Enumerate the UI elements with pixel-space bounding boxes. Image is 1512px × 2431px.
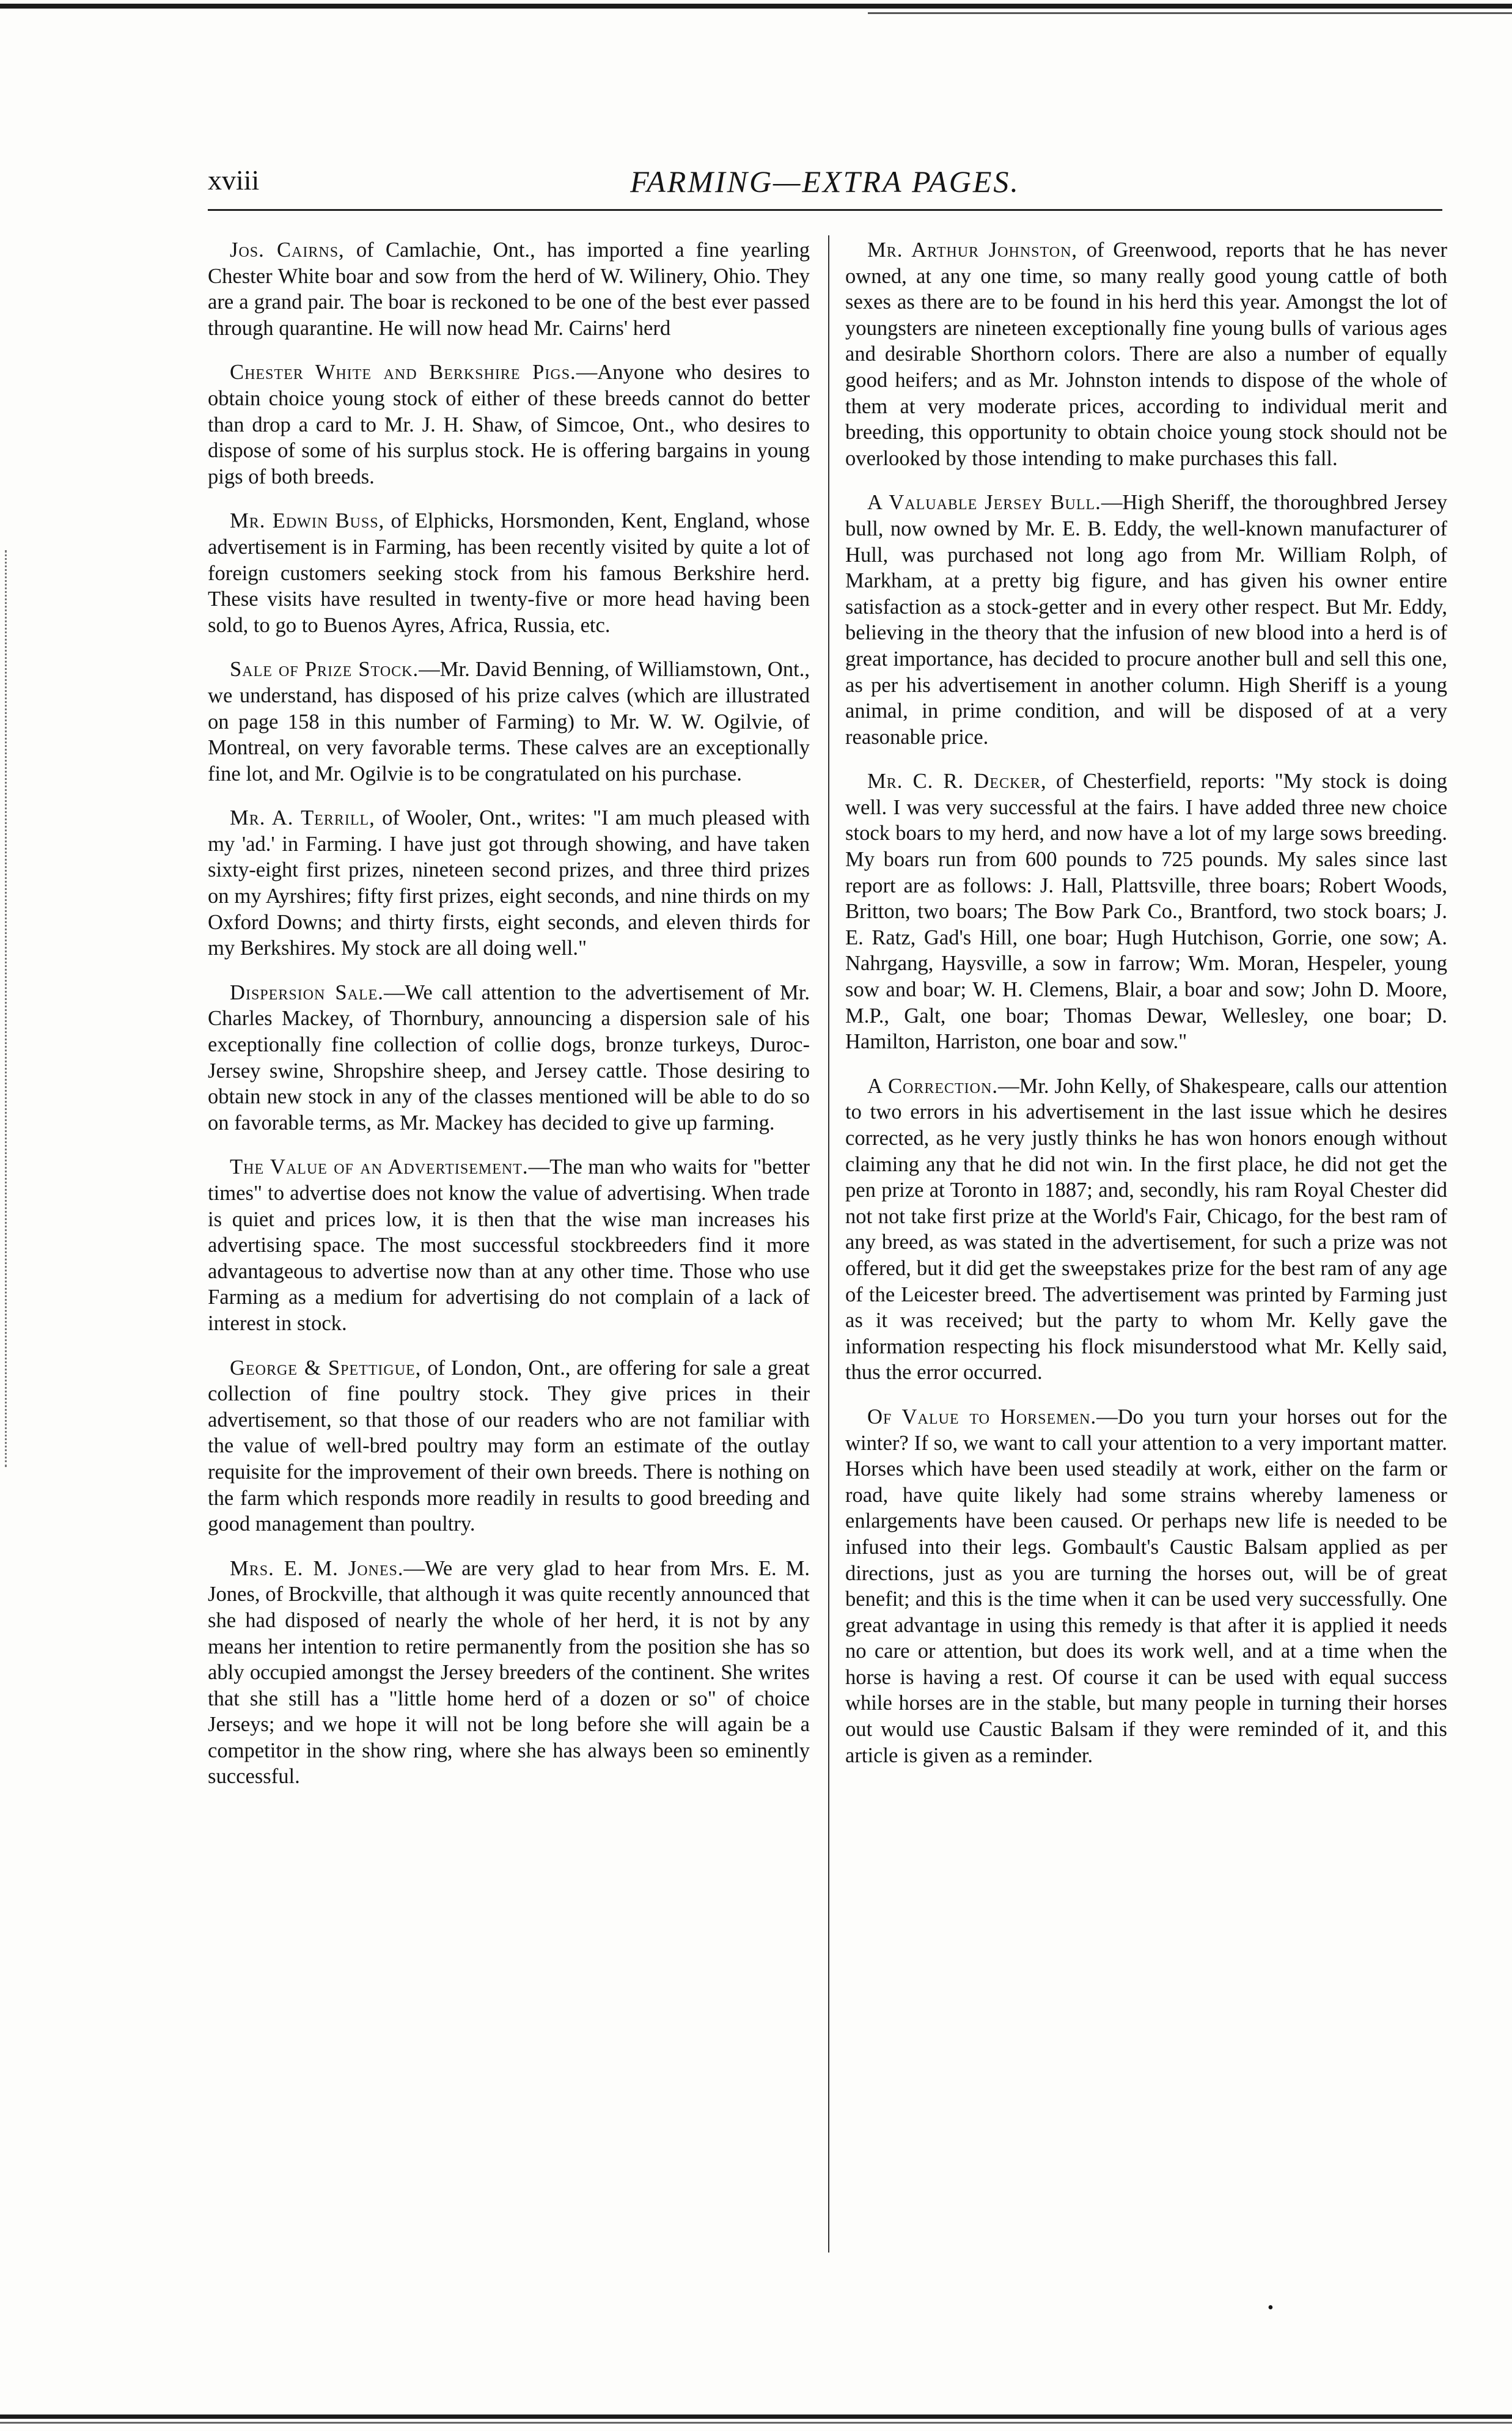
bottom-border-rule: [0, 2414, 1512, 2419]
article-paragraph: [845, 768, 1447, 1055]
article-lead: Dispersion Sale.: [230, 980, 384, 1004]
article-lead: Mr. Edwin Buss,: [230, 509, 385, 533]
bottom-border-rule-thin: [0, 2422, 1512, 2424]
article-paragraph: [208, 237, 810, 341]
article-text: —Do you turn your horses out for the winter? If so, we want to call your attention to a very important matter. Horses which have been used steadily at work, either on the farm or road, have quite likely had some strains whereby lameness or enlargements have been caused. Or perhaps new life is needed to be infused into their legs. Gombault's Caustic Balsam applied as per directions, just as you are turning the horses out, will be of great benefit; and this is the time when it can be used very successfully. One great advantage in using this remedy is that after it is applied it needs no care or attention, but does its work well, and at a time when the horse is having a rest. Of course it can be used with equal success while horses are in the stable, but many people in turning their horses out would use Caustic Balsam if they were reminded of it, and this article is given as a reminder.: [845, 1405, 1448, 1767]
article-text: —High Sheriff, the thoroughbred Jersey bull, now owned by Mr. E. B. Eddy, the well-known manufacturer of Hull, was purchased not long ago from Mr. William Rolph, of Markham, at a pretty big figure, and has given his owner entire satisfaction as a stock-getter and in every other respect. But Mr. Eddy, believing in the theory that the infusion of new blood into a herd is of great importance, has decided to procure another bull and sell this one, as per his advertisement in another column. High Sheriff is a young animal, in prime condition, and will be disposed of at a very reasonable price.: [845, 491, 1447, 749]
article-text: of Greenwood, reports that he has never owned, at any one time, so many really good young cattle of both sexes as there are to be found in his herd this year. Amongst the lot of youngsters are nineteen exceptionally fine young bulls of various ages and desirable Shorthorn colors. There are also a number of equally good heifers; and as Mr. Johnston intends to dispose of the whole of them at very moderate prices, according to individual merit and breeding, this opportunity to obtain choice young stock should not be overlooked by those intending to make purchases this fall.: [845, 238, 1448, 470]
header-rule: [208, 209, 1442, 211]
article-text: —The man who waits for "better times" to advertise does not know the value of advertising. When trade is quiet and prices low, it is then that the wise man increases his advertising space. The most successful stockbreeders find it more advantageous to advertise now than at any other time. Those who use Farming as a medium for advertising do not complain of a lack of interest in stock.: [208, 1155, 810, 1335]
article-lead: Mr. Arthur Johnston,: [867, 238, 1078, 262]
article-paragraph: [208, 1355, 810, 1537]
article-lead: Of Value to Horsemen.: [867, 1405, 1097, 1429]
article-text: of London, Ont., are offering for sale a great collection of fine poultry stock. They give prices in their advertisement, so that those of our readers who are not familiar with the value of well-bred poultry may form an estimate of the outlay requisite for the improvement of their own breeds. There is nothing on the farm which responds more readily in results to good breeding and good management than poultry.: [208, 1356, 810, 1536]
article-text: of Chesterfield, reports: "My stock is doing well. I was very successful at the fairs. I have added three new choice stock boars to my herd, and now have a lot of my large sows breeding. My boars run from 600 pounds to 725 pounds. My sales since last report are as follows: J. Hall, Plattsville, three boars; Robert Woods, Britton, two boars; The Bow Park Co., Brantford, two stock boars; J. E. Ratz, Gad's Hill, one boar; Hugh Hutchison, Gorrie, one sow; A. Nahrgang, Haysville, a sow in farrow; Wm. Moran, Hespeler, young sow and boar; W. H. Clemens, Blair, a boar and sow; John D. Moore, M.P., Galt, one boar; Thomas Dewar, Wellesley, one boar; D. Hamilton, Harriston, one boar and sow.": [845, 770, 1448, 1054]
article-text: —Anyone who desires to obtain choice young stock of either of these breeds cannot do better than drop a card to Mr. J. H. Shaw, of Simcoe, Ont., who desires to dispose of some of his surplus stock. He is offering bargains in young pigs of both breeds.: [208, 361, 810, 488]
page-number: xviii: [208, 164, 260, 196]
left-margin-marks: [5, 550, 9, 1467]
article-paragraph: [208, 1154, 810, 1336]
article-paragraph: [208, 805, 810, 962]
article-paragraph: [208, 656, 810, 787]
article-text: —We are very glad to hear from Mrs. E. M. Jones, of Brockville, that although it was quite recently announced that she had disposed of nearly the whole of her herd, it is not by any means her intention to retire permanently from the position she has so ably occupied amongst the Jersey breeders of the continent. She writes that she still has a "little home herd of a dozen or so" of choice Jerseys; and we hope it will not be long before she will again be a competitor in the show ring, where she has always been so eminently successful.: [208, 1556, 810, 1789]
top-border-rule: [0, 4, 1512, 9]
article-text: —Mr. John Kelly, of Shakespeare, calls our attention to two errors in his advertisement in the last issue which he desires corrected, as he very justly thinks he has won honors enough without claiming any that he did not win. In the first place, he did not get the pen prize at Toronto in 1887; and, secondly, his ram Royal Chester did not not take first prize at the World's Fair, Chicago, for the best ram of any breed, as was stated in the advertisement, for such a prize was not offered, but it did get the sweepstakes prize for the best ram of any age of the Leicester breed. The advertisement was printed by Farming just as it was received; but the party to whom Mr. Kelly gave the information respecting his flock misunderstood what Mr. Kelly said, thus the error occurred.: [845, 1074, 1447, 1385]
article-paragraph: [845, 490, 1447, 750]
article-text: —We call attention to the advertisement of Mr. Charles Mackey, of Thornbury, announcing a dispersion sale of his exceptionally fine collection of collie dogs, bronze turkeys, Duroc-Jersey swine, Shropshire sheep, and Jersey cattle. Those desiring to obtain new stock in any of the classes mentioned will be able to do so on favorable terms, as Mr. Mackey has decided to give up farming.: [208, 980, 810, 1135]
article-paragraph: [208, 980, 810, 1136]
running-title: FARMING—EXTRA PAGES.: [630, 164, 1020, 199]
article-paragraph: [845, 1404, 1447, 1768]
article-paragraph: [845, 1073, 1447, 1386]
page-header: [208, 164, 1442, 207]
article-text: of Wooler, Ont., writes: "I am much pleased with my 'ad.' in Farming. I have just got through showing, and have taken sixty-eight first prizes, nineteen second prizes, and three third prizes on my Ayrshires; fifty first prizes, eight seconds, and nine thirds on my Oxford Downs; and thirty firsts, eight seconds, and eleven thirds for my Berkshires. My stock are all doing well.": [208, 806, 810, 960]
top-border-rule-thin: [868, 12, 1512, 14]
article-lead: The Value of an Advertisement.: [230, 1155, 529, 1179]
article-lead: Jos. Cairns,: [230, 238, 345, 262]
article-paragraph: [208, 359, 810, 490]
article-text: of Camlachie, Ont., has imported a fine yearling Chester White boar and sow from the herd of W. Wilinery, Ohio. They are a grand pair. The boar is reckoned to be one of the best ever passed through quarantine. He will now head Mr. Cairns' herd: [208, 238, 810, 340]
article-lead: Mr. C. R. Decker,: [867, 770, 1047, 793]
article-lead: Chester White and Berkshire Pigs.: [230, 361, 576, 384]
article-lead: A Correction.: [867, 1074, 998, 1098]
article-paragraph: [208, 508, 810, 638]
article-lead: George & Spettigue,: [230, 1356, 422, 1380]
left-column: [208, 237, 810, 1808]
right-column: [845, 237, 1447, 1787]
article-lead: Sale of Prize Stock.: [230, 658, 419, 682]
printer-dot: •: [1268, 2298, 1274, 2317]
article-lead: A Valuable Jersey Bull.: [867, 491, 1101, 515]
article-text: —Mr. David Benning, of Williamstown, Ont., we understand, has disposed of his prize calves (which are illustrated on page 158 in this number of Farming) to Mr. W. W. Ogilvie, of Montreal, on very favorable terms. These calves are an exceptionally fine lot, and Mr. Ogilvie is to be congratulated on his purchase.: [208, 658, 810, 785]
article-text: of Elphicks, Horsmonden, Kent, England, whose advertisement is in Farming, has been recently visited by quite a lot of foreign customers seeking stock from his famous Berkshire herd. These visits have resulted in twenty-five or more head having been sold, to go to Buenos Ayres, Africa, Russia, etc.: [208, 509, 810, 637]
article-paragraph: [208, 1556, 810, 1790]
column-divider: [828, 235, 829, 2253]
article-lead: Mr. A. Terrill,: [230, 806, 375, 830]
article-paragraph: [845, 237, 1447, 471]
article-lead: Mrs. E. M. Jones.: [230, 1556, 404, 1580]
